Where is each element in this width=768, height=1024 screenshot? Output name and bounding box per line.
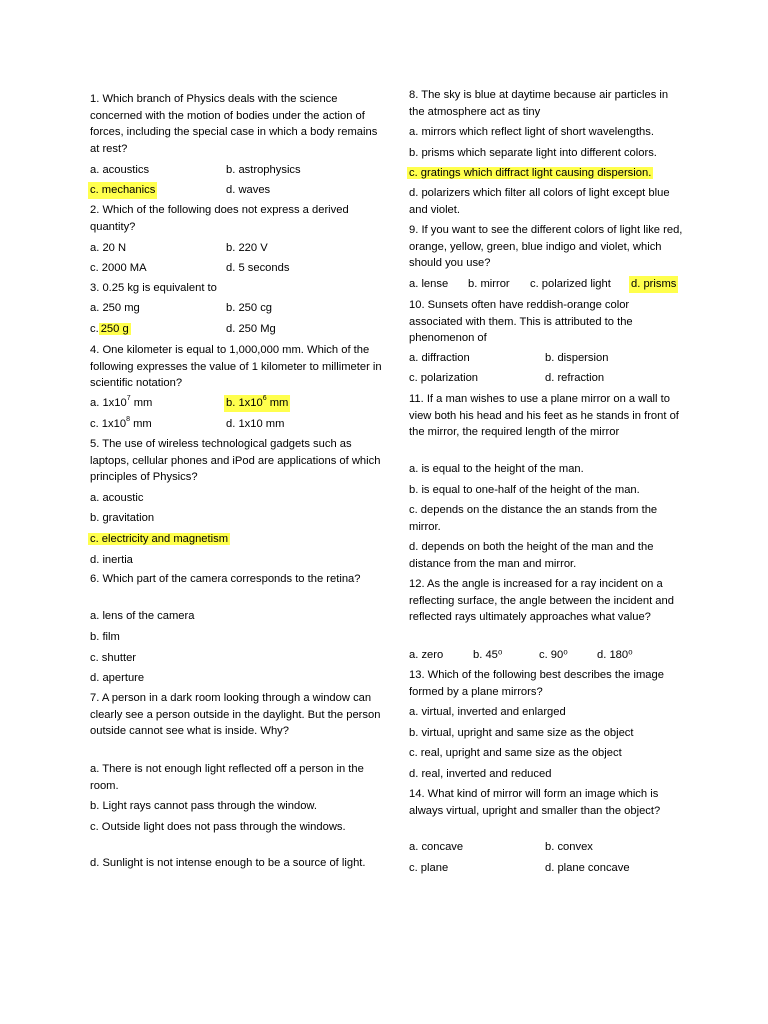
q3-options-row-2 xyxy=(90,321,382,338)
q5-option-a: a. acoustic xyxy=(90,492,144,504)
q4-option-c-base: c. 1x10 xyxy=(90,418,127,430)
q4-option-c-unit: mm xyxy=(129,418,152,430)
q2-options-row-1 xyxy=(90,240,382,257)
question-14: 14. What kind of mirror will form an image which is always virtual, upright and smaller than the object? xyxy=(409,788,661,817)
q3-option-c-letter: c. xyxy=(90,323,99,335)
q4-option-b-exponent: 6 xyxy=(262,395,267,403)
q9-options-row xyxy=(409,276,685,293)
q13-option-d: d. real, inverted and reduced xyxy=(409,768,552,780)
q4-option-b-answer xyxy=(224,395,290,412)
q14-options-row-2 xyxy=(409,860,685,877)
q3-option-a: a. 250 mg xyxy=(90,302,140,314)
q3-option-b: b. 250 cg xyxy=(226,302,273,314)
q1-option-a: a. acoustics xyxy=(90,164,150,176)
question-11: 11. If a man wishes to use a plane mirror on a wall to view both his head and his feet as he stands in front of the mirror, the required length of the mirror xyxy=(409,393,679,438)
question-9: 9. If you want to see the different colors of light like red, orange, yellow, green, blue indigo and violet, which should you use? xyxy=(409,224,683,269)
q11-option-b: b. is equal to one-half of the height of the man. xyxy=(409,484,640,496)
q9-option-a: a. lense xyxy=(409,278,449,290)
q10-option-b: b. dispersion xyxy=(545,352,609,364)
q10-options-row-2 xyxy=(409,370,685,387)
q6-option-a: a. lens of the camera xyxy=(90,610,195,622)
q3-option-c xyxy=(90,321,131,338)
question-5: 5. The use of wireless technological gadgets such as laptops, cellular phones and iPod are applications of which principles of Physics? xyxy=(90,438,381,483)
q11-option-a: a. is equal to the height of the man. xyxy=(409,463,584,475)
q2-option-d: d. 5 seconds xyxy=(226,262,290,274)
q14-option-b: b. convex xyxy=(545,841,593,853)
q9-option-c: c. polarized light xyxy=(530,278,611,290)
q4-options-row-1 xyxy=(90,395,382,412)
question-8: 8. The sky is blue at daytime because air particles in the atmosphere act as tiny xyxy=(409,89,669,118)
q4-option-a-base: a. 1x10 xyxy=(90,397,127,409)
question-3: 3. 0.25 kg is equivalent to xyxy=(90,282,217,294)
q11-option-d: d. depends on both the height of the man and the distance from the man and mirror. xyxy=(409,541,654,570)
q14-option-c: c. plane xyxy=(409,862,449,874)
q4-option-a-exponent: 7 xyxy=(126,395,131,403)
q5-option-b: b. gravitation xyxy=(90,512,155,524)
q4-option-b-unit: mm xyxy=(266,397,289,409)
question-2: 2. Which of the following does not express a derived quantity? xyxy=(90,204,349,233)
q8-option-d: d. polarizers which filter all colors of light except blue and violet. xyxy=(409,187,670,216)
q8-option-a: a. mirrors which reflect light of short wavelengths. xyxy=(409,126,654,138)
q3-option-c-answer: 250 g xyxy=(100,323,129,335)
q1-options-row-1 xyxy=(90,162,382,179)
q6-option-b: b. film xyxy=(90,631,120,643)
q12-options-row xyxy=(409,647,685,664)
q4-option-b-base: b. 1x10 xyxy=(226,397,263,409)
q4-options-row-2 xyxy=(90,416,382,433)
q12-option-d: d. 180⁰ xyxy=(597,649,633,661)
q7-option-d: d. Sunlight is not intense enough to be a source of light. xyxy=(90,857,366,869)
q10-option-d: d. refraction xyxy=(545,372,605,384)
q5-option-d: d. inertia xyxy=(90,554,133,566)
q14-option-a: a. concave xyxy=(409,841,464,853)
q6-option-c: c. shutter xyxy=(90,652,137,664)
q9-option-b: b. mirror xyxy=(468,278,510,290)
q5-option-c-wrap xyxy=(88,531,380,548)
q10-options-row-1 xyxy=(409,350,685,367)
q14-options-row-1 xyxy=(409,839,685,856)
q3-options-row-1 xyxy=(90,300,382,317)
q10-option-c: c. polarization xyxy=(409,372,479,384)
q10-option-a: a. diffraction xyxy=(409,352,470,364)
q2-option-c: c. 2000 MA xyxy=(90,262,147,274)
q12-option-c: c. 90⁰ xyxy=(539,649,568,661)
question-10: 10. Sunsets often have reddish-orange color associated with them. This is attributed to the phenomenon of xyxy=(409,299,633,344)
q12-option-a: a. zero xyxy=(409,649,444,661)
q4-option-a xyxy=(90,395,152,412)
q4-option-c-exponent: 8 xyxy=(126,416,130,424)
q2-option-b: b. 220 V xyxy=(226,242,268,254)
q7-option-c: c. Outside light does not pass through the windows. xyxy=(90,821,346,833)
q2-option-a: a. 20 N xyxy=(90,242,127,254)
q11-option-c: c. depends on the distance the an stands from the mirror. xyxy=(409,504,658,533)
q1-option-d: d. waves xyxy=(226,184,271,196)
q9-option-d-answer: d. prisms xyxy=(629,276,678,293)
q7-option-a: a. There is not enough light reflected off a person in the room. xyxy=(90,763,364,792)
q14-option-d: d. plane concave xyxy=(545,862,630,874)
q13-option-b: b. virtual, upright and same size as the object xyxy=(409,727,634,739)
q7-option-b: b. Light rays cannot pass through the window. xyxy=(90,800,317,812)
q1-options-row-2 xyxy=(90,182,382,199)
q13-option-c: c. real, upright and same size as the object xyxy=(409,747,622,759)
question-4: 4. One kilometer is equal to 1,000,000 mm. Which of the following expresses the value of 1 kilometer to millimeter in scientific notation? xyxy=(90,344,382,389)
q1-option-c-answer: c. mechanics xyxy=(88,182,157,199)
q8-option-c-answer: c. gratings which diffract light causing dispersion. xyxy=(409,167,652,179)
question-12: 12. As the angle is increased for a ray incident on a reflecting surface, the angle between the incident and reflected rays ultimately approaches what value? xyxy=(409,578,674,623)
q6-option-d: d. aperture xyxy=(90,672,145,684)
q3-option-d: d. 250 Mg xyxy=(226,323,276,335)
q8-option-b: b. prisms which separate light into different colors. xyxy=(409,147,657,159)
question-1: 1. Which branch of Physics deals with the science concerned with the motion of bodies under the action of forces, including the special case in which a body remains at rest? xyxy=(90,93,378,155)
q8-option-c-wrap xyxy=(407,165,683,182)
question-6: 6. Which part of the camera corresponds to the retina? xyxy=(90,573,361,585)
q4-option-d: d. 1x10 mm xyxy=(226,418,285,430)
q13-option-a: a. virtual, inverted and enlarged xyxy=(409,706,566,718)
question-7: 7. A person in a dark room looking through a window can clearly see a person outside in the daylight. But the person outside cannot see what is inside. Why? xyxy=(90,692,381,737)
q12-option-b: b. 45⁰ xyxy=(473,649,503,661)
q4-option-c xyxy=(90,416,152,433)
question-13: 13. Which of the following best describes the image formed by a plane mirrors? xyxy=(409,669,664,698)
q4-option-a-unit: mm xyxy=(130,397,153,409)
q1-option-b: b. astrophysics xyxy=(226,164,301,176)
q2-options-row-2 xyxy=(90,260,382,277)
q5-option-c-answer: c. electricity and magnetism xyxy=(90,533,229,545)
